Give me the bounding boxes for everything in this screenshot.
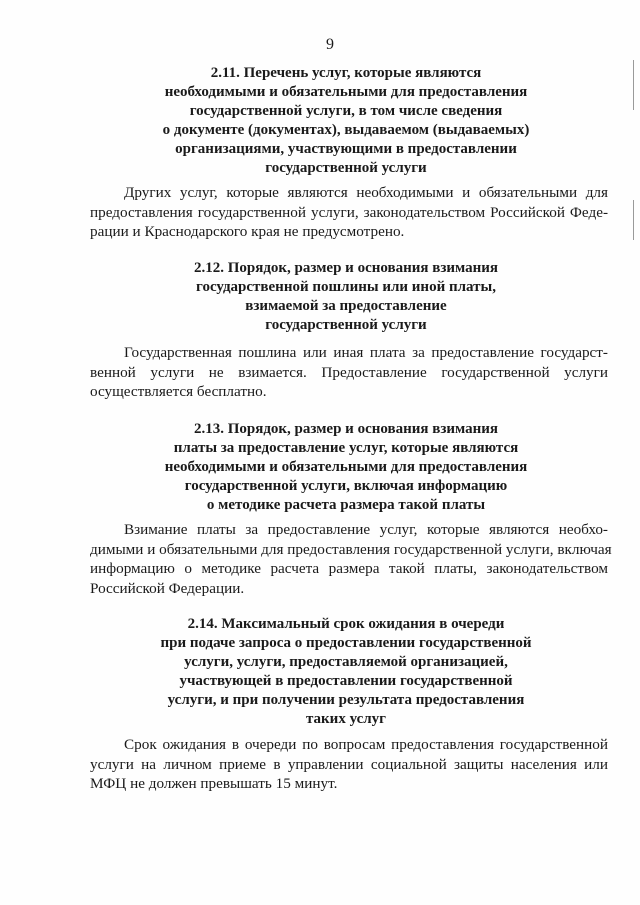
section-heading-2-11 (86, 64, 606, 178)
section-heading-2-12 (86, 259, 606, 335)
heading-line: государственной услуги, включая информацию (184, 478, 508, 494)
section-body-2-13 (90, 520, 612, 598)
body-line: предоставления государственной услуги, законодательством Российской Феде- (90, 203, 608, 221)
heading-line: услуги, и при получении результата предоставления (167, 692, 525, 708)
heading-line: взимаемой за предоставление (245, 298, 447, 314)
body-line: информацию о методике расчета размера такой платы, законодательством (90, 560, 608, 577)
heading-line: о документе (документах), выдаваемом (выдаваемых) (162, 122, 530, 138)
body-line: Российской Федерации. (90, 579, 245, 597)
heading-line: 2.14. Максимальный срок ожидания в очереди (187, 616, 505, 632)
section-body-2-12 (90, 343, 608, 402)
body-line: Других услуг, которые являются необходимыми и обязательными для (124, 184, 608, 201)
section-heading-2-14 (86, 615, 606, 729)
heading-line: участвующей в предоставлении государственной (179, 673, 513, 689)
heading-line: о методике расчета размера такой платы (206, 497, 486, 513)
body-line: Срок ожидания в очереди по вопросам предоставления государственной (124, 736, 608, 753)
heading-line: государственной услуги, в том числе сведения (189, 103, 503, 119)
heading-line: 2.13. Порядок, размер и основания взимания (193, 421, 499, 437)
scan-artifact (633, 200, 634, 240)
heading-line: необходимыми и обязательными для предоставления (164, 459, 528, 475)
body-line: услуги на личном приеме в управлении социальной защиты населения или (90, 755, 608, 773)
heading-line: 2.11. Перечень услуг, которые являются (210, 65, 482, 81)
heading-line: необходимыми и обязательными для предоставления (164, 84, 528, 100)
heading-line: 2.12. Порядок, размер и основания взимания (193, 260, 499, 276)
body-line: Государственная пошлина или иная плата за предоставление государст- (124, 344, 608, 361)
heading-line: государственной пошлины или иной платы, (196, 279, 496, 295)
scan-artifact (633, 60, 634, 110)
body-line: димыми и обязательными для предоставления государственной услуги, включая (90, 540, 612, 558)
heading-line: организациями, участвующими в предоставлении (175, 141, 517, 157)
body-line: рации и Краснодарского края не предусмотрено. (90, 223, 405, 240)
section-body-2-14 (90, 735, 608, 794)
heading-line: государственной услуги (265, 317, 427, 333)
heading-line: платы за предоставление услуг, которые являются (173, 440, 519, 456)
body-line: венной услуги не взимается. Предоставление государственной услуги (90, 363, 608, 381)
body-line: Взимание платы за предоставление услуг, которые являются необхо- (124, 521, 608, 538)
body-line: осуществляется бесплатно. (90, 383, 267, 400)
heading-line: услуги, услуги, предоставляемой организацией, (184, 654, 508, 670)
heading-line: государственной услуги (265, 160, 427, 176)
section-heading-2-13 (86, 420, 606, 515)
page-number: 9 (326, 36, 334, 53)
heading-line: при подаче запроса о предоставлении государственной (160, 635, 532, 651)
body-line: МФЦ не должен превышать 15 минут. (90, 775, 338, 792)
section-body-2-11 (90, 183, 608, 242)
heading-line: таких услуг (305, 711, 386, 727)
